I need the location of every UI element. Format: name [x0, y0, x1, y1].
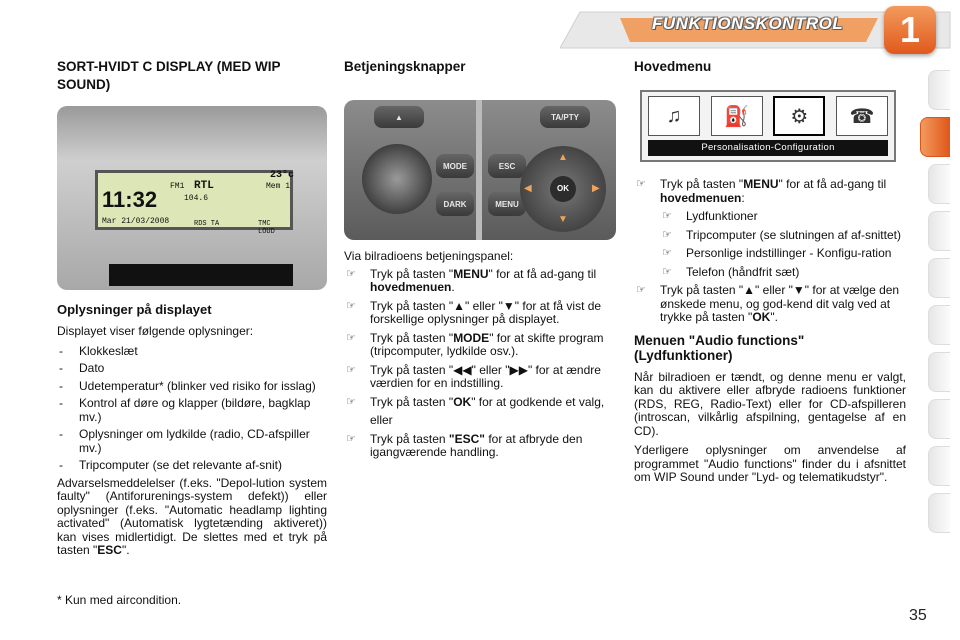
- ok-button: OK: [550, 176, 576, 202]
- side-tab-active[interactable]: [920, 117, 950, 157]
- intro-text: Via bilradioens betjeningspanel:: [344, 249, 514, 263]
- list-item: ☞ Tryk på tasten "▲" eller "▼" for at få vist de forskellige oplysninger på displayet.: [344, 300, 616, 327]
- side-tab[interactable]: [928, 70, 950, 110]
- audio-icon: ♫: [648, 96, 700, 136]
- list-item: - Oplysninger om lydkilde (radio, CD-afspiller mv.): [57, 428, 327, 455]
- paragraph: Yderligere oplysninger om anvendelse af programmet "Audio functions" finder du i afsnittet om WIP Sound under "Lyd- og telematikudstyr".: [634, 443, 906, 484]
- main-menu-screen: [640, 90, 896, 162]
- settings-icon: ⚙: [773, 96, 825, 136]
- control-panel-photo: [344, 100, 616, 240]
- list-item: ☞ Tryk på tasten "▲" eller "▼" for at vælge den ønskede menu, og god-kend dit valg ved at trykke på tasten "OK".: [634, 284, 906, 325]
- trip-computer-icon: ⛽: [711, 96, 763, 136]
- display-info-list: [57, 345, 327, 473]
- dark-button: DARK: [436, 192, 474, 216]
- list-item: - Udetemperatur* (blinker ved risiko for isslag): [57, 380, 327, 394]
- mode-button: MODE: [436, 154, 474, 178]
- list-item: ☞ Lydfunktioner: [660, 210, 906, 224]
- buttons-instructions: [344, 268, 616, 460]
- section-heading: Hovedmenu: [634, 59, 712, 74]
- display-photo: [57, 106, 327, 290]
- list-item: ☞ Personlige indstillinger - Konfigu-ration: [660, 247, 906, 261]
- list-item: ☞ Tryk på tasten "MENU" for at få ad-gang til hovedmenuen:: [634, 178, 906, 205]
- lcd-memory: Mem 1: [266, 182, 291, 191]
- esc-button: ESC: [488, 154, 526, 178]
- column-buttons: [344, 58, 616, 465]
- menu-instructions: [634, 178, 906, 325]
- display-slot: [109, 264, 293, 286]
- phone-icon: ☎: [836, 96, 888, 136]
- lcd-date: Mar 21/03/2008: [102, 217, 170, 226]
- menu-icons: [648, 96, 888, 136]
- lcd-frequency: 104.6: [184, 194, 209, 203]
- list-item: - Tripcomputer (se det relevante af-snit): [57, 459, 327, 473]
- section-heading: SORT-HVIDT C DISPLAY (MED WIP SOUND): [57, 59, 281, 92]
- footnote: * Kun med aircondition.: [57, 593, 182, 607]
- submenu-list: [634, 210, 906, 279]
- list-item: - Kontrol af døre og klapper (bildøre, bagklap mv.): [57, 397, 327, 424]
- list-item: ☞ Tryk på tasten "◀◀" eller "▶▶" for at ændre værdien for en indstilling.: [344, 364, 616, 391]
- navigation-pad: ▲ ▼ ◀ ▶ OK: [520, 146, 606, 232]
- intro-text: Displayet viser følgende oplysninger:: [57, 324, 254, 338]
- list-item: ☞ Tryk på tasten "ESC" for at afbryde den igangværende handling.: [344, 433, 616, 460]
- section-heading: Betjeningsknapper: [344, 59, 466, 74]
- side-tab[interactable]: [928, 446, 950, 486]
- side-tab[interactable]: [928, 352, 950, 392]
- column-display: [57, 58, 327, 558]
- lcd-temperature: 23°c: [270, 170, 295, 181]
- chapter-badge: 1: [884, 6, 936, 54]
- lcd-station: RTL: [194, 180, 214, 192]
- side-tab[interactable]: [928, 493, 950, 533]
- volume-knob: [362, 144, 432, 214]
- side-tabs: [928, 70, 950, 575]
- lcd-rds: RDS TA: [194, 220, 220, 228]
- lcd-tmc: TMC LOUD: [258, 220, 275, 236]
- menu-button: MENU: [488, 192, 526, 216]
- lcd-time: 11:32: [102, 187, 158, 212]
- list-item: ☞ Tryk på tasten "OK" for at godkende et valg,: [344, 396, 616, 410]
- list-item: ☞ Telefon (håndfrit sæt): [660, 266, 906, 280]
- side-tab[interactable]: [928, 164, 950, 204]
- column-main-menu: [634, 58, 906, 485]
- list-item: - Dato: [57, 362, 327, 376]
- list-item: eller: [370, 413, 393, 427]
- ta-button: TA/PTY: [540, 106, 590, 128]
- side-tab[interactable]: [928, 258, 950, 298]
- lcd-screen: [95, 170, 295, 236]
- subsection-heading: Menuen "Audio functions" (Lydfunktioner): [634, 332, 805, 363]
- list-item: - Klokkeslæt: [57, 345, 327, 359]
- warning-paragraph: Advarselsmeddelelser (f.eks. "Depol-lution system faulty" (Antiforurenings-system defekt)) eller oplysninger (f.eks. "Automatic headlamp lighting activated" (Automatisk lygtetænding aktiveret)) kan vises midlertidigt. De slettes med et tryk på tasten "ESC".: [57, 475, 327, 557]
- list-item: ☞ Tripcomputer (se slutningen af af-snittet): [660, 229, 906, 243]
- menu-label-bar: Personalisation-Configuration: [648, 140, 888, 156]
- list-item: ☞ Tryk på tasten "MENU" for at få ad-gang til hovedmenuen.: [344, 268, 616, 295]
- subsection-heading: Oplysninger på displayet: [57, 302, 212, 317]
- page-title: FUNKTIONSKONTROL: [652, 14, 844, 33]
- side-tab[interactable]: [928, 399, 950, 439]
- list-item: ☞ Tryk på tasten "MODE" for at skifte program (tripcomputer, lydkilde osv.).: [344, 332, 616, 359]
- page-number: 35: [909, 607, 927, 624]
- side-tab[interactable]: [928, 305, 950, 345]
- paragraph: Når bilradioen er tændt, og denne menu er valgt, kan du aktivere eller afbryde radioens funktioner (RDS, REG, Radio-Text) eller for CD-afspilleren (introscan, vilkårlig afspilning, gentagelse af en CD).: [634, 369, 906, 438]
- eject-button: ▲: [374, 106, 424, 128]
- side-tab[interactable]: [928, 211, 950, 251]
- lcd-band: FM1: [170, 182, 185, 191]
